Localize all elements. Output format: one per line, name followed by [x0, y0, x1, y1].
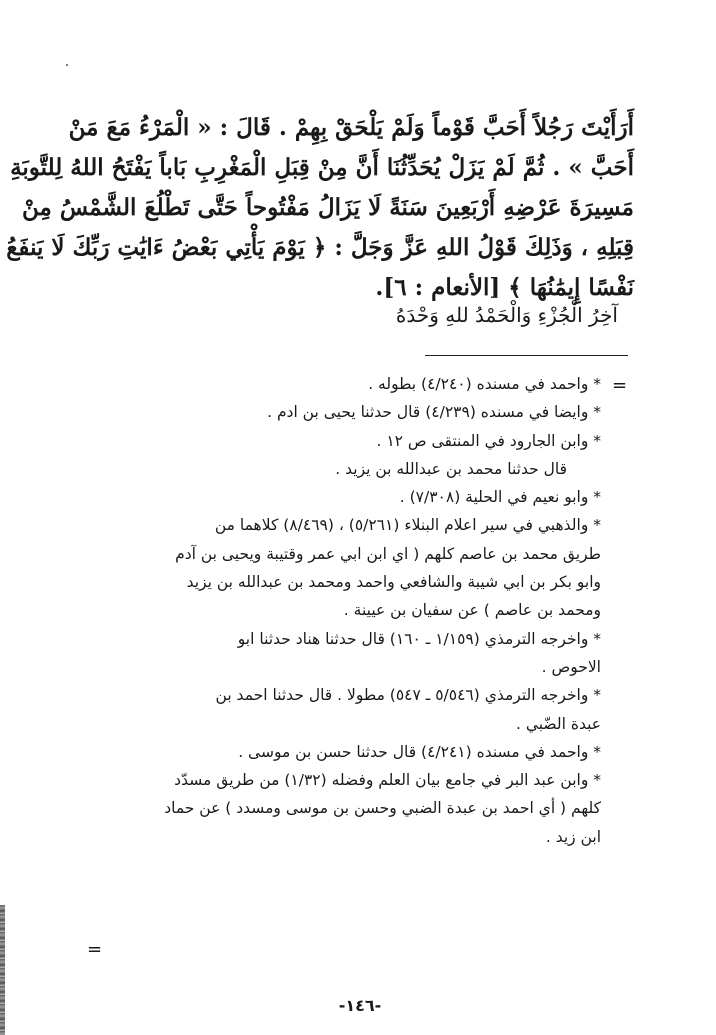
scan-edge-shadow: [0, 905, 5, 1035]
footnote-line: * واخرجه الترمذي (١/١٥٩ ـ ١٦٠) قال حدثنا هناد حدثنا ابو: [237, 629, 601, 648]
main-text-line: أَحَبَّ » . ثُمَّ لَمْ يَزَلْ يُحَدِّثُنَا أَنَّ مِنْ قِبَلِ الْمَغْرِبِ بَاباً يَفْتَحُ اللهُ لِلتَّوبَةِ: [10, 154, 634, 181]
footnote-line: * واحمد في مسنده (٤/٢٤٠) بطوله .: [368, 375, 601, 393]
footnotes-block: [101, 370, 601, 851]
footnote-line: وابو بكر بن ابي شيبة والشافعي واحمد ومحمد بن عبدالله بن يزيد: [186, 573, 601, 592]
main-text-line: أَرَأَيْتَ رَجُلاً أَحَبَّ قَوْماً وَلَمْ يَلْحَقْ بِهِمْ . قَالَ : « الْمَرْءُ مَعَ مَنْ: [68, 114, 634, 141]
footnote-line: كلهم ( أي احمد بن عبدة الضبي وحسن بن موسى ومسدد ) عن حماد: [164, 799, 601, 818]
footnote-line: * والذهبي في سير اعلام البنلاء (٥/٢٦١) ، (٨/٤٦٩) كلاهما من: [214, 516, 601, 535]
footnote-line: * واحمد في مسنده (٤/٢٤١) قال حدثنا حسن بن موسى .: [238, 742, 601, 761]
footnote-line: * واخرجه الترمذي (٥/٥٤٦ ـ ٥٤٧) مطولا . قال حدثنا احمد بن: [215, 686, 601, 705]
footnote-line: عبدة الضّبي .: [515, 714, 601, 733]
footnote-line: * وايضا في مسنده (٤/٢٣٩) قال حدثنا يحيى بن ادم .: [267, 403, 601, 422]
continuation-marker-bottom: =: [87, 939, 103, 960]
closing-line: آخِرُ الْجُزْءِ وَالْحَمْدُ للهِ وَحْدَهُ: [395, 303, 618, 327]
main-text-line: نَفْسًا إِيمَٰنُهَا ﴾ [الأنعام : ٦].: [375, 274, 634, 301]
main-text-block: [6, 108, 634, 308]
footnote-line: ومحمد بن عاصم ) عن سفيان بن عيينة .: [343, 601, 601, 620]
footnote-line: الاحوص .: [541, 657, 601, 676]
main-text-line: قِبَلِهِ ، وَذَلِكَ قَوْلُ اللهِ عَزَّ وَجَلَّ : ﴿ يَوْمَ يَأْتِي بَعْضُ ءَايَٰتِ رَبِّكَ لَا يَنفَعُ: [6, 234, 634, 261]
footnote-line: قال حدثنا محمد بن عبدالله بن يزيد .: [335, 459, 567, 478]
footnote-line: * وابو نعيم في الحلية (٧/٣٠٨) .: [399, 488, 601, 507]
speck-mark: [66, 64, 68, 66]
footnote-separator: [425, 355, 628, 356]
footnote-line: * وابن عبد البر في جامع بيان العلم وفضله (١/٣٢) من طريق مسدّد: [174, 771, 601, 790]
main-text-line: مَسِيرَةَ عَرْضِهِ أَرْبَعِينَ سَنَةً لَا يَزَالُ مَفْتُوحاً حَتَّى تَطْلُعَ الشَّمْسُ مِنْ: [22, 194, 634, 221]
page-number: -١٤٦-: [338, 996, 382, 1015]
footnote-line: * وابن الجارود في المنتقى ص ١٢ .: [376, 431, 601, 450]
continuation-marker-top: =: [612, 375, 628, 396]
footnote-line: ابن زيد .: [545, 827, 601, 846]
footnote-line: طريق محمد بن عاصم كلهم ( اي ابن ابي عمر وقتيبة ويحيى بن آدم: [175, 544, 601, 563]
